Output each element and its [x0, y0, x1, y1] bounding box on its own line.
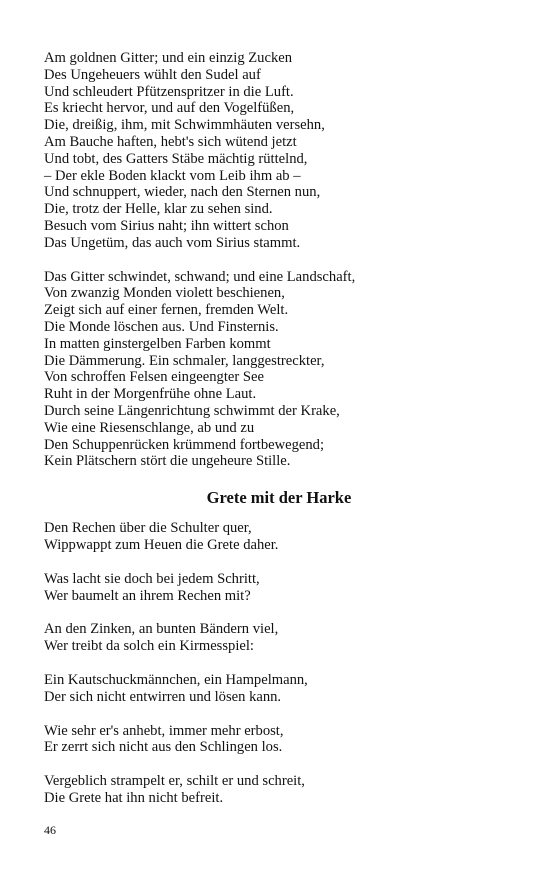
verse-line: Und schnuppert, wieder, nach den Sternen nun,	[44, 184, 321, 201]
page-number: 46	[44, 823, 56, 837]
verse-line: Der sich nicht entwirren und lösen kann.	[44, 688, 282, 705]
verse-line: Die Monde löschen aus. Und Finsternis.	[44, 318, 279, 335]
verse-line: Wer treibt da solch ein Kirmesspiel:	[44, 638, 254, 655]
verse-line: Wer baumelt an ihrem Rechen mit?	[44, 587, 251, 604]
verse-line: Wie eine Riesenschlange, ab und zu	[44, 419, 255, 436]
verse-line: Die, trotz der Helle, klar zu sehen sind.	[44, 201, 273, 218]
verse-line: Wippwappt zum Heuen die Grete daher.	[44, 536, 279, 553]
verse-line: Zeigt sich auf einer fernen, fremden Welt.	[44, 302, 289, 319]
stanza	[44, 520, 514, 554]
poem-title: Grete mit der Harke	[206, 488, 352, 508]
stanza	[44, 621, 514, 655]
verse-line: Vergeblich strampelt er, schilt er und schreit,	[44, 773, 305, 790]
poem-continued	[44, 50, 514, 470]
stanza	[44, 50, 514, 252]
verse-line: Am Bauche haften, hebt's sich wütend jetzt	[44, 133, 297, 150]
verse-line: Wie sehr er's anhebt, immer mehr erbost,	[44, 722, 284, 739]
verse-line: Das Gitter schwindet, schwand; und eine Landschaft,	[44, 268, 356, 285]
verse-line: Den Rechen über die Schulter quer,	[44, 520, 252, 537]
verse-line: Und schleudert Pfützenspritzer in die Luft.	[44, 83, 294, 100]
verse-line: Die Dämmerung. Ein schmaler, langgestreckter,	[44, 352, 325, 369]
verse-line: In matten ginstergelben Farben kommt	[44, 335, 271, 352]
stanza	[44, 723, 514, 757]
verse-line: Von schroffen Felsen eingeengter See	[44, 369, 264, 386]
page-content	[44, 50, 514, 824]
verse-line: Besuch vom Sirius naht; ihn wittert schon	[44, 217, 289, 234]
stanza	[44, 773, 514, 807]
verse-line: Den Schuppenrücken krümmend fortbewegend;	[44, 436, 325, 453]
verse-line: Ruht in der Morgenfrühe ohne Laut.	[44, 386, 257, 403]
verse-line: Von zwanzig Monden violett beschienen,	[44, 285, 285, 302]
stanza	[44, 269, 514, 471]
stanza	[44, 571, 514, 605]
verse-line: Kein Plätschern stört die ungeheure Stille.	[44, 453, 291, 470]
verse-line: Die, dreißig, ihm, mit Schwimmhäuten versehn,	[44, 117, 325, 134]
verse-line: – Der ekle Boden klackt vom Leib ihm ab –	[44, 167, 301, 184]
verse-line: Ein Kautschuckmännchen, ein Hampelmann,	[44, 671, 308, 688]
stanza	[44, 672, 514, 706]
verse-line: Und tobt, des Gatters Stäbe mächtig rüttelnd,	[44, 150, 308, 167]
verse-line: Es kriecht hervor, und auf den Vogelfüßen,	[44, 100, 295, 117]
verse-line: Durch seine Längenrichtung schwimmt der Krake,	[44, 402, 340, 419]
poem-grete	[44, 488, 514, 807]
verse-line: Die Grete hat ihn nicht befreit.	[44, 789, 224, 806]
verse-line: An den Zinken, an bunten Bändern viel,	[44, 621, 279, 638]
verse-line: Was lacht sie doch bei jedem Schritt,	[44, 570, 260, 587]
verse-line: Am goldnen Gitter; und ein einzig Zucken	[44, 50, 293, 66]
verse-line: Des Ungeheuers wühlt den Sudel auf	[44, 66, 261, 83]
verse-line: Er zerrt sich nicht aus den Schlingen los.	[44, 739, 283, 756]
verse-line: Das Ungetüm, das auch vom Sirius stammt.	[44, 234, 301, 251]
